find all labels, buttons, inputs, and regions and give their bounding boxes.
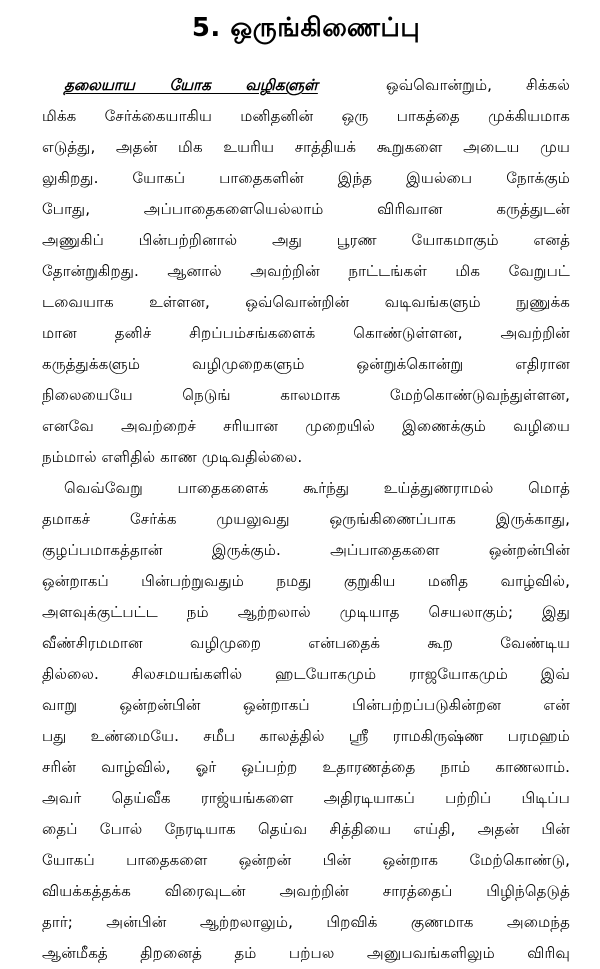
paragraph-line: ஒன்றாகப் பின்பற்றுவதும் நமது குறுகிய மனித வாழ்வில், <box>42 572 570 590</box>
paragraph-line: வாறு ஒன்றன்பின் ஒன்றாகப் பின்பற்றப்படுகின்றன என் <box>42 696 570 714</box>
paragraph-1 <box>42 70 570 473</box>
lead-phrase: தலையாய யோக வழிகளுள் <box>64 76 318 94</box>
paragraph-line: தோன்றுகிறது. ஆனால் அவற்றின் நாட்டங்கள் மிக வேறுபட் <box>42 262 570 280</box>
paragraph-line: நம்மால் எளிதில் காண முடிவதில்லை. <box>42 448 303 466</box>
paragraph-line: கருத்துக்களும் வழிமுறைகளும் ஒன்றுக்கொன்று எதிரான <box>42 355 570 373</box>
paragraph-line: மான தனிச் சிறப்பம்சங்களைக் கொண்டுள்ளன, அவற்றின் <box>42 324 570 342</box>
paragraph-line: சரின் வாழ்வில், ஓர் ஒப்பற்ற உதாரணத்தை நாம் காணலாம். <box>42 758 570 776</box>
lead-line-rest: ஒவ்வொன்றும், சிக்கல் <box>385 76 570 94</box>
paragraph-line: மிக்க சேர்க்கையாகிய மனிதனின் ஒரு பாகத்தை முக்கியமாக <box>42 107 570 125</box>
paragraph-line: குழப்பமாகத்தான் இருக்கும். அப்பாதைகளை ஒன்றன்பின் <box>42 541 570 559</box>
paragraph-line: தார்; அன்பின் ஆற்றலாலும், பிறவிக் குணமாக அமைந்த <box>42 913 570 931</box>
paragraph-2 <box>42 473 570 969</box>
paragraph-line: தைப் போல் நேரடியாக தெய்வ சித்தியை எய்தி, அதன் பின் <box>42 820 570 838</box>
paragraph-line: அவர் தெய்வீக ராஜ்யங்களை அதிரடியாகப் பற்றிப் பிடிப்ப <box>42 789 570 807</box>
paragraph-line: வியக்கத்தக்க விரைவுடன் அவற்றின் சாரத்தைப் பிழிந்தெடுத் <box>42 882 570 900</box>
paragraph-line: அளவுக்குட்பட்ட நம் ஆற்றலால் முடியாத செயலாகும்; இது <box>42 603 570 621</box>
paragraph-line: பது உண்மையே. சமீப காலத்தில் ஸ்ரீ ராமகிருஷ்ண பரமஹம் <box>42 727 570 745</box>
paragraph-line: வெவ்வேறு பாதைகளைக் கூர்ந்து உய்த்துணராமல் மொத் <box>64 479 570 497</box>
paragraph-line <box>42 70 570 101</box>
paragraph-line: லுகிறது. யோகப் பாதைகளின் இந்த இயல்பை நோக்கும் <box>42 169 570 187</box>
paragraph-line: ஆன்மீகத் திறனைத் தம் பற்பல அனுபவங்களிலும் விரிவு <box>42 944 570 962</box>
paragraph-line: எடுத்து, அதன் மிக உயரிய சாத்தியக் கூறுகளை அடைய முய <box>42 138 570 156</box>
paragraph-line: யோகப் பாதைகளை ஒன்றன் பின் ஒன்றாக மேற்கொண்டு, <box>42 851 570 869</box>
paragraph-line: போது, அப்பாதைகளையெல்லாம் விரிவான கருத்துடன் <box>42 200 570 218</box>
paragraph-line: டவையாக உள்ளன, ஒவ்வொன்றின் வடிவங்களும் நுணுக்க <box>42 293 570 311</box>
paragraph-line: நிலையையே நெடுங் காலமாக மேற்கொண்டுவந்துள்ளன, <box>42 386 570 404</box>
paragraph-line: எனவே அவற்றைச் சரியான முறையில் இணைக்கும் வழியை <box>42 417 570 435</box>
chapter-title: 5. ஒருங்கிணைப்பு <box>191 13 421 43</box>
paragraph-line: அணுகிப் பின்பற்றினால் அது பூரண யோகமாகும் எனத் <box>42 231 570 249</box>
paragraph-line: வீண்சிரமமான வழிமுறை என்பதைக் கூற வேண்டிய <box>42 634 570 652</box>
paragraph-line: தில்லை. சிலசமயங்களில் ஹடயோகமும் ராஜயோகமும் இவ் <box>42 665 570 683</box>
paragraph-line: தமாகச் சேர்க்க முயலுவது ஒருங்கிணைப்பாக இருக்காது, <box>42 510 570 528</box>
